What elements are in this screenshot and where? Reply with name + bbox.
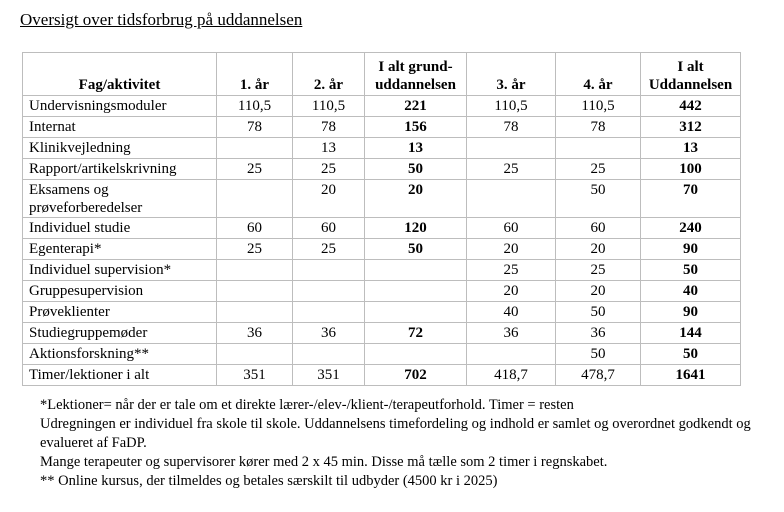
value-cell: 70 — [641, 180, 741, 218]
value-cell — [217, 138, 293, 159]
table-row — [23, 323, 741, 344]
footnote-45min: Mange terapeuter og supervisorer kører med 2 x 45 min. Disse må tælle som 2 timer i regnskabet. — [40, 454, 608, 470]
column-header: 4. år — [556, 53, 641, 96]
value-cell: 20 — [556, 239, 641, 260]
table-body — [23, 96, 741, 386]
value-cell: 25 — [217, 159, 293, 180]
value-cell: 50 — [556, 302, 641, 323]
value-cell: 40 — [467, 302, 556, 323]
value-cell — [293, 260, 365, 281]
value-cell: 36 — [293, 323, 365, 344]
value-cell: 36 — [217, 323, 293, 344]
value-cell — [467, 138, 556, 159]
value-cell: 90 — [641, 239, 741, 260]
row-label: Rapport/artikelskrivning — [23, 159, 217, 180]
value-cell: 120 — [365, 218, 467, 239]
value-cell: 60 — [293, 218, 365, 239]
value-cell: 78 — [467, 117, 556, 138]
value-cell: 110,5 — [556, 96, 641, 117]
table-header — [23, 53, 741, 96]
value-cell: 60 — [467, 218, 556, 239]
table-row — [23, 96, 741, 117]
row-label: Klinikvejledning — [23, 138, 217, 159]
value-cell: 20 — [556, 281, 641, 302]
value-cell: 418,7 — [467, 365, 556, 386]
row-label: Egenterapi* — [23, 239, 217, 260]
table-row — [23, 159, 741, 180]
value-cell: 20 — [365, 180, 467, 218]
page-title: Oversigt over tidsforbrug på uddannelsen — [20, 10, 303, 29]
value-cell: 78 — [217, 117, 293, 138]
table-row — [23, 117, 741, 138]
table-row — [23, 260, 741, 281]
value-cell: 156 — [365, 117, 467, 138]
value-cell: 78 — [293, 117, 365, 138]
value-cell — [467, 180, 556, 218]
value-cell: 144 — [641, 323, 741, 344]
value-cell: 50 — [641, 344, 741, 365]
value-cell — [217, 302, 293, 323]
value-cell: 13 — [365, 138, 467, 159]
value-cell — [217, 281, 293, 302]
table-row — [23, 180, 741, 218]
table-row — [23, 365, 741, 386]
value-cell: 25 — [217, 239, 293, 260]
value-cell: 90 — [641, 302, 741, 323]
row-label: Studiegruppemøder — [23, 323, 217, 344]
value-cell: 351 — [293, 365, 365, 386]
value-cell: 221 — [365, 96, 467, 117]
table-row — [23, 344, 741, 365]
value-cell — [365, 344, 467, 365]
value-cell: 442 — [641, 96, 741, 117]
value-cell: 50 — [365, 239, 467, 260]
value-cell: 50 — [365, 159, 467, 180]
value-cell: 20 — [467, 281, 556, 302]
value-cell: 240 — [641, 218, 741, 239]
value-cell: 25 — [556, 159, 641, 180]
value-cell: 110,5 — [293, 96, 365, 117]
row-label: Eksamens og prøveforberedelser — [23, 180, 217, 218]
value-cell: 1641 — [641, 365, 741, 386]
table-row — [23, 281, 741, 302]
footnote-online-kursus: ** Online kursus, der tilmeldes og betales særskilt til udbyder (4500 kr i 2025) — [40, 473, 498, 489]
value-cell: 60 — [217, 218, 293, 239]
table-row — [23, 239, 741, 260]
value-cell — [217, 180, 293, 218]
value-cell: 702 — [365, 365, 467, 386]
row-label: Undervisningsmoduler — [23, 96, 217, 117]
value-cell: 25 — [556, 260, 641, 281]
value-cell: 36 — [467, 323, 556, 344]
value-cell: 78 — [556, 117, 641, 138]
row-label: Timer/lektioner i alt — [23, 365, 217, 386]
header-row — [23, 53, 741, 96]
footnotes-block — [40, 396, 752, 491]
column-header: 3. år — [467, 53, 556, 96]
row-label: Internat — [23, 117, 217, 138]
value-cell: 100 — [641, 159, 741, 180]
value-cell: 20 — [293, 180, 365, 218]
value-cell: 25 — [467, 260, 556, 281]
value-cell: 110,5 — [467, 96, 556, 117]
value-cell: 25 — [293, 239, 365, 260]
row-label: Aktionsforskning** — [23, 344, 217, 365]
value-cell: 110,5 — [217, 96, 293, 117]
value-cell: 13 — [641, 138, 741, 159]
column-header: I alt Uddannelsen — [641, 53, 741, 96]
value-cell — [217, 344, 293, 365]
table-row — [23, 302, 741, 323]
value-cell — [217, 260, 293, 281]
value-cell — [293, 302, 365, 323]
value-cell: 20 — [467, 239, 556, 260]
value-cell — [556, 138, 641, 159]
value-cell — [365, 260, 467, 281]
column-header: 2. år — [293, 53, 365, 96]
value-cell: 25 — [467, 159, 556, 180]
row-label: Gruppesupervision — [23, 281, 217, 302]
value-cell: 60 — [556, 218, 641, 239]
value-cell: 50 — [556, 180, 641, 218]
row-label: Prøveklienter — [23, 302, 217, 323]
value-cell — [293, 344, 365, 365]
value-cell: 50 — [641, 260, 741, 281]
value-cell: 50 — [556, 344, 641, 365]
column-header: 1. år — [217, 53, 293, 96]
row-label: Individuel supervision* — [23, 260, 217, 281]
value-cell — [365, 302, 467, 323]
footnote-udregning: Udregningen er individuel fra skole til skole. Uddannelsens timefordeling og indhold er samlet og overordnet godkendt og evalueret af FaDP. — [40, 416, 751, 451]
value-cell: 25 — [293, 159, 365, 180]
value-cell: 13 — [293, 138, 365, 159]
value-cell: 351 — [217, 365, 293, 386]
table-row — [23, 138, 741, 159]
value-cell: 478,7 — [556, 365, 641, 386]
education-time-usage-table — [22, 52, 741, 386]
value-cell: 40 — [641, 281, 741, 302]
value-cell: 312 — [641, 117, 741, 138]
column-header: I alt grund- uddannelsen — [365, 53, 467, 96]
column-header: Fag/aktivitet — [23, 53, 217, 96]
value-cell — [365, 281, 467, 302]
table-row — [23, 218, 741, 239]
row-label: Individuel studie — [23, 218, 217, 239]
value-cell: 72 — [365, 323, 467, 344]
footnote-lektioner: *Lektioner= når der er tale om et direkte lærer-/elev-/klient-/terapeutforhold. Timer = resten — [40, 397, 574, 413]
value-cell — [467, 344, 556, 365]
value-cell: 36 — [556, 323, 641, 344]
value-cell — [293, 281, 365, 302]
